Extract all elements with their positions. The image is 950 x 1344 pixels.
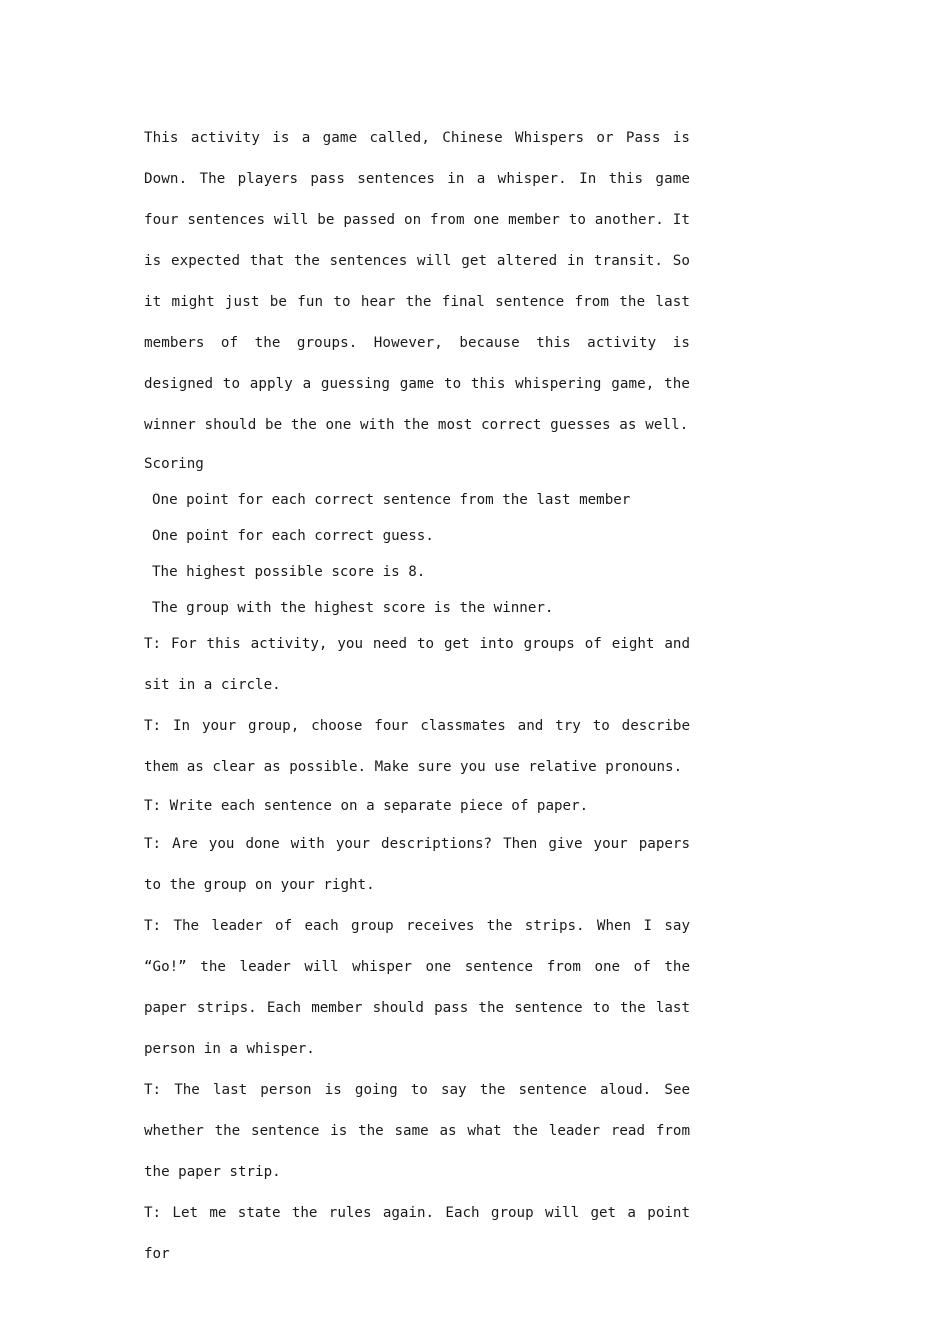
- scoring-heading: Scoring: [144, 456, 204, 472]
- teacher-line: T: Write each sentence on a separate piece of paper.: [144, 798, 589, 814]
- teacher-line: T: For this activity, you need to get into groups of eight and sit in a circle.: [144, 636, 690, 693]
- scoring-item: The group with the highest score is the winner.: [152, 600, 554, 616]
- scoring-item: One point for each correct guess.: [152, 528, 434, 544]
- scoring-item: One point for each correct sentence from the last member: [152, 492, 631, 508]
- scoring-item: The highest possible score is 8.: [152, 564, 426, 580]
- teacher-line: T: Let me state the rules again. Each group will get a point for: [144, 1205, 690, 1262]
- teacher-line: T: The last person is going to say the sentence aloud. See whether the sentence is the same as what the leader read from the paper strip.: [144, 1082, 690, 1180]
- document-page: [144, 118, 690, 1275]
- intro-paragraph: This activity is a game called, Chinese Whispers or Pass is Down. The players pass sentences in a whisper. In this game four sentences will be passed on from one member to another. It is expected that the sentences will get altered in transit. So it might just be fun to hear the final sentence from the last members of the groups. However, because this activity is designed to apply a guessing game to this whispering game, the winner should be the one with the most correct guesses as well.: [144, 130, 690, 433]
- teacher-line: T: The leader of each group receives the strips. When I say “Go!” the leader will whisper one sentence from one of the paper strips. Each member should pass the sentence to the last person in a whisper.: [144, 918, 690, 1057]
- teacher-line: T: In your group, choose four classmates and try to describe them as clear as possible. Make sure you use relative pronouns.: [144, 718, 690, 775]
- teacher-line: T: Are you done with your descriptions? Then give your papers to the group on your right.: [144, 836, 690, 893]
- teacher-instructions: [144, 624, 690, 1275]
- scoring-list: [144, 482, 690, 626]
